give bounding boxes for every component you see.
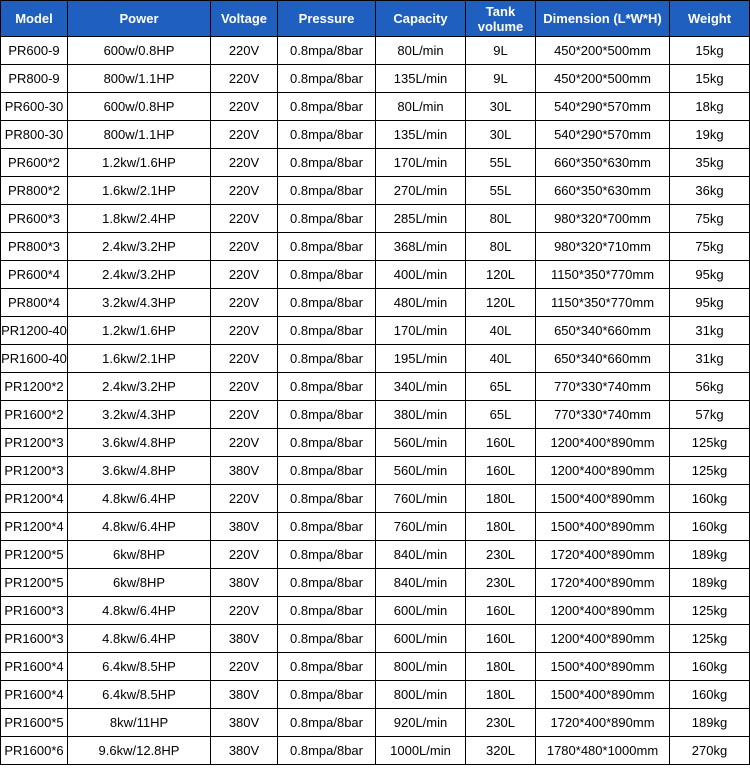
cell-tank-volume: 40L	[466, 345, 536, 373]
cell-capacity: 135L/min	[376, 65, 466, 93]
cell-voltage: 220V	[211, 93, 278, 121]
cell-capacity: 920L/min	[376, 709, 466, 737]
cell-weight: 31kg	[670, 345, 750, 373]
cell-pressure: 0.8mpa/8bar	[278, 289, 376, 317]
cell-power: 3.2kw/4.3HP	[68, 401, 211, 429]
cell-model: PR1200-40	[1, 317, 68, 345]
cell-power: 6kw/8HP	[68, 569, 211, 597]
column-header-voltage: Voltage	[211, 1, 278, 37]
cell-dimension: 650*340*660mm	[536, 317, 670, 345]
table-row	[1, 597, 750, 625]
table-row	[1, 625, 750, 653]
cell-power: 800w/1.1HP	[68, 65, 211, 93]
table-row	[1, 541, 750, 569]
cell-power: 6.4kw/8.5HP	[68, 653, 211, 681]
cell-dimension: 540*290*570mm	[536, 93, 670, 121]
cell-voltage: 220V	[211, 289, 278, 317]
column-header-tank-volume: Tank volume	[466, 1, 536, 37]
cell-capacity: 840L/min	[376, 541, 466, 569]
cell-voltage: 220V	[211, 205, 278, 233]
cell-pressure: 0.8mpa/8bar	[278, 513, 376, 541]
cell-tank-volume: 55L	[466, 177, 536, 205]
cell-weight: 270kg	[670, 737, 750, 765]
table-row	[1, 457, 750, 485]
cell-weight: 75kg	[670, 205, 750, 233]
cell-capacity: 800L/min	[376, 681, 466, 709]
cell-weight: 36kg	[670, 177, 750, 205]
cell-capacity: 380L/min	[376, 401, 466, 429]
cell-voltage: 220V	[211, 317, 278, 345]
table-row	[1, 65, 750, 93]
cell-tank-volume: 320L	[466, 737, 536, 765]
cell-weight: 15kg	[670, 65, 750, 93]
cell-model: PR1600*6	[1, 737, 68, 765]
cell-weight: 125kg	[670, 597, 750, 625]
cell-pressure: 0.8mpa/8bar	[278, 373, 376, 401]
cell-weight: 57kg	[670, 401, 750, 429]
cell-dimension: 1500*400*890mm	[536, 485, 670, 513]
cell-capacity: 80L/min	[376, 37, 466, 65]
table-header	[1, 1, 750, 37]
cell-weight: 18kg	[670, 93, 750, 121]
cell-weight: 125kg	[670, 625, 750, 653]
cell-pressure: 0.8mpa/8bar	[278, 233, 376, 261]
cell-weight: 95kg	[670, 261, 750, 289]
cell-power: 6.4kw/8.5HP	[68, 681, 211, 709]
cell-model: PR600*2	[1, 149, 68, 177]
table-row	[1, 709, 750, 737]
cell-power: 600w/0.8HP	[68, 37, 211, 65]
cell-capacity: 80L/min	[376, 93, 466, 121]
cell-model: PR1600*3	[1, 597, 68, 625]
cell-tank-volume: 9L	[466, 65, 536, 93]
cell-pressure: 0.8mpa/8bar	[278, 541, 376, 569]
cell-weight: 35kg	[670, 149, 750, 177]
cell-weight: 75kg	[670, 233, 750, 261]
cell-voltage: 380V	[211, 737, 278, 765]
cell-dimension: 650*340*660mm	[536, 345, 670, 373]
cell-dimension: 1200*400*890mm	[536, 625, 670, 653]
cell-model: PR1200*2	[1, 373, 68, 401]
cell-voltage: 220V	[211, 541, 278, 569]
cell-dimension: 1500*400*890mm	[536, 681, 670, 709]
table-row	[1, 737, 750, 765]
cell-dimension: 660*350*630mm	[536, 177, 670, 205]
cell-capacity: 285L/min	[376, 205, 466, 233]
cell-weight: 189kg	[670, 709, 750, 737]
cell-weight: 189kg	[670, 541, 750, 569]
cell-tank-volume: 160L	[466, 457, 536, 485]
cell-weight: 56kg	[670, 373, 750, 401]
cell-capacity: 170L/min	[376, 317, 466, 345]
cell-pressure: 0.8mpa/8bar	[278, 485, 376, 513]
cell-capacity: 270L/min	[376, 177, 466, 205]
cell-pressure: 0.8mpa/8bar	[278, 681, 376, 709]
cell-model: PR800*3	[1, 233, 68, 261]
cell-model: PR1200*4	[1, 485, 68, 513]
cell-tank-volume: 120L	[466, 261, 536, 289]
cell-voltage: 380V	[211, 681, 278, 709]
cell-voltage: 220V	[211, 261, 278, 289]
cell-dimension: 1500*400*890mm	[536, 513, 670, 541]
cell-pressure: 0.8mpa/8bar	[278, 457, 376, 485]
table-row	[1, 429, 750, 457]
cell-model: PR600-30	[1, 93, 68, 121]
cell-dimension: 980*320*700mm	[536, 205, 670, 233]
cell-tank-volume: 180L	[466, 485, 536, 513]
cell-power: 800w/1.1HP	[68, 121, 211, 149]
header-row	[1, 1, 750, 37]
cell-weight: 160kg	[670, 485, 750, 513]
cell-dimension: 1200*400*890mm	[536, 457, 670, 485]
table-row	[1, 177, 750, 205]
cell-dimension: 540*290*570mm	[536, 121, 670, 149]
cell-model: PR1200*5	[1, 541, 68, 569]
cell-power: 4.8kw/6.4HP	[68, 597, 211, 625]
table-row	[1, 485, 750, 513]
cell-model: PR800*4	[1, 289, 68, 317]
cell-weight: 15kg	[670, 37, 750, 65]
cell-weight: 189kg	[670, 569, 750, 597]
cell-voltage: 220V	[211, 401, 278, 429]
cell-voltage: 380V	[211, 709, 278, 737]
cell-voltage: 220V	[211, 429, 278, 457]
cell-weight: 31kg	[670, 317, 750, 345]
cell-tank-volume: 65L	[466, 373, 536, 401]
cell-tank-volume: 9L	[466, 37, 536, 65]
cell-voltage: 220V	[211, 373, 278, 401]
cell-dimension: 660*350*630mm	[536, 149, 670, 177]
table-row	[1, 653, 750, 681]
cell-model: PR1200*3	[1, 457, 68, 485]
cell-voltage: 220V	[211, 65, 278, 93]
table-row	[1, 261, 750, 289]
cell-weight: 160kg	[670, 653, 750, 681]
cell-dimension: 1200*400*890mm	[536, 429, 670, 457]
table-row	[1, 149, 750, 177]
cell-voltage: 220V	[211, 149, 278, 177]
cell-pressure: 0.8mpa/8bar	[278, 93, 376, 121]
cell-model: PR600*4	[1, 261, 68, 289]
table-body	[1, 37, 750, 765]
table-row	[1, 289, 750, 317]
cell-voltage: 380V	[211, 625, 278, 653]
cell-capacity: 760L/min	[376, 513, 466, 541]
cell-voltage: 220V	[211, 37, 278, 65]
cell-tank-volume: 80L	[466, 233, 536, 261]
table-row	[1, 681, 750, 709]
column-header-dimension: Dimension (L*W*H)	[536, 1, 670, 37]
cell-pressure: 0.8mpa/8bar	[278, 429, 376, 457]
cell-tank-volume: 230L	[466, 709, 536, 737]
cell-capacity: 600L/min	[376, 625, 466, 653]
cell-capacity: 480L/min	[376, 289, 466, 317]
cell-tank-volume: 180L	[466, 653, 536, 681]
cell-capacity: 600L/min	[376, 597, 466, 625]
cell-pressure: 0.8mpa/8bar	[278, 625, 376, 653]
cell-power: 1.6kw/2.1HP	[68, 177, 211, 205]
cell-dimension: 1150*350*770mm	[536, 289, 670, 317]
column-header-power: Power	[68, 1, 211, 37]
cell-capacity: 400L/min	[376, 261, 466, 289]
cell-power: 1.2kw/1.6HP	[68, 149, 211, 177]
cell-pressure: 0.8mpa/8bar	[278, 653, 376, 681]
cell-tank-volume: 30L	[466, 93, 536, 121]
cell-voltage: 380V	[211, 569, 278, 597]
cell-weight: 160kg	[670, 681, 750, 709]
cell-pressure: 0.8mpa/8bar	[278, 737, 376, 765]
cell-dimension: 1720*400*890mm	[536, 569, 670, 597]
table-row	[1, 569, 750, 597]
cell-pressure: 0.8mpa/8bar	[278, 401, 376, 429]
cell-model: PR1200*5	[1, 569, 68, 597]
cell-model: PR1600*4	[1, 681, 68, 709]
cell-pressure: 0.8mpa/8bar	[278, 569, 376, 597]
cell-dimension: 1500*400*890mm	[536, 653, 670, 681]
cell-power: 4.8kw/6.4HP	[68, 485, 211, 513]
cell-model: PR800-9	[1, 65, 68, 93]
cell-pressure: 0.8mpa/8bar	[278, 597, 376, 625]
cell-tank-volume: 180L	[466, 513, 536, 541]
cell-voltage: 220V	[211, 597, 278, 625]
cell-pressure: 0.8mpa/8bar	[278, 709, 376, 737]
cell-tank-volume: 160L	[466, 625, 536, 653]
table-row	[1, 205, 750, 233]
cell-power: 1.2kw/1.6HP	[68, 317, 211, 345]
cell-weight: 95kg	[670, 289, 750, 317]
cell-power: 3.2kw/4.3HP	[68, 289, 211, 317]
cell-voltage: 220V	[211, 345, 278, 373]
cell-capacity: 560L/min	[376, 457, 466, 485]
table-row	[1, 233, 750, 261]
cell-model: PR600-9	[1, 37, 68, 65]
cell-weight: 125kg	[670, 457, 750, 485]
cell-power: 2.4kw/3.2HP	[68, 373, 211, 401]
cell-pressure: 0.8mpa/8bar	[278, 317, 376, 345]
cell-tank-volume: 230L	[466, 569, 536, 597]
cell-dimension: 1200*400*890mm	[536, 597, 670, 625]
cell-weight: 160kg	[670, 513, 750, 541]
cell-voltage: 220V	[211, 233, 278, 261]
cell-power: 8kw/11HP	[68, 709, 211, 737]
cell-tank-volume: 120L	[466, 289, 536, 317]
cell-power: 1.6kw/2.1HP	[68, 345, 211, 373]
cell-pressure: 0.8mpa/8bar	[278, 149, 376, 177]
table-row	[1, 93, 750, 121]
column-header-model: Model	[1, 1, 68, 37]
cell-tank-volume: 55L	[466, 149, 536, 177]
cell-pressure: 0.8mpa/8bar	[278, 205, 376, 233]
column-header-weight: Weight	[670, 1, 750, 37]
cell-model: PR800-30	[1, 121, 68, 149]
cell-capacity: 170L/min	[376, 149, 466, 177]
cell-dimension: 1780*480*1000mm	[536, 737, 670, 765]
cell-dimension: 1720*400*890mm	[536, 709, 670, 737]
table-row	[1, 373, 750, 401]
cell-capacity: 560L/min	[376, 429, 466, 457]
cell-voltage: 220V	[211, 177, 278, 205]
cell-pressure: 0.8mpa/8bar	[278, 177, 376, 205]
cell-tank-volume: 65L	[466, 401, 536, 429]
table-row	[1, 513, 750, 541]
cell-dimension: 450*200*500mm	[536, 37, 670, 65]
cell-power: 3.6kw/4.8HP	[68, 457, 211, 485]
cell-power: 9.6kw/12.8HP	[68, 737, 211, 765]
cell-pressure: 0.8mpa/8bar	[278, 65, 376, 93]
cell-model: PR1600-40	[1, 345, 68, 373]
cell-capacity: 135L/min	[376, 121, 466, 149]
cell-voltage: 220V	[211, 485, 278, 513]
cell-capacity: 368L/min	[376, 233, 466, 261]
cell-model: PR1600*4	[1, 653, 68, 681]
cell-power: 2.4kw/3.2HP	[68, 261, 211, 289]
cell-pressure: 0.8mpa/8bar	[278, 345, 376, 373]
cell-voltage: 380V	[211, 457, 278, 485]
cell-capacity: 340L/min	[376, 373, 466, 401]
cell-weight: 19kg	[670, 121, 750, 149]
cell-model: PR1200*3	[1, 429, 68, 457]
cell-weight: 125kg	[670, 429, 750, 457]
cell-capacity: 800L/min	[376, 653, 466, 681]
cell-dimension: 450*200*500mm	[536, 65, 670, 93]
column-header-pressure: Pressure	[278, 1, 376, 37]
cell-model: PR1600*3	[1, 625, 68, 653]
cell-model: PR600*3	[1, 205, 68, 233]
cell-power: 2.4kw/3.2HP	[68, 233, 211, 261]
cell-dimension: 1720*400*890mm	[536, 541, 670, 569]
cell-power: 4.8kw/6.4HP	[68, 513, 211, 541]
cell-power: 3.6kw/4.8HP	[68, 429, 211, 457]
table-row	[1, 317, 750, 345]
cell-power: 6kw/8HP	[68, 541, 211, 569]
cell-dimension: 980*320*710mm	[536, 233, 670, 261]
cell-dimension: 770*330*740mm	[536, 401, 670, 429]
cell-tank-volume: 160L	[466, 597, 536, 625]
cell-voltage: 380V	[211, 513, 278, 541]
table-row	[1, 345, 750, 373]
column-header-capacity: Capacity	[376, 1, 466, 37]
cell-tank-volume: 40L	[466, 317, 536, 345]
cell-model: PR1600*2	[1, 401, 68, 429]
cell-tank-volume: 180L	[466, 681, 536, 709]
cell-capacity: 195L/min	[376, 345, 466, 373]
cell-pressure: 0.8mpa/8bar	[278, 261, 376, 289]
cell-power: 4.8kw/6.4HP	[68, 625, 211, 653]
cell-dimension: 1150*350*770mm	[536, 261, 670, 289]
cell-pressure: 0.8mpa/8bar	[278, 37, 376, 65]
cell-model: PR1600*5	[1, 709, 68, 737]
cell-power: 1.8kw/2.4HP	[68, 205, 211, 233]
cell-power: 600w/0.8HP	[68, 93, 211, 121]
cell-voltage: 220V	[211, 121, 278, 149]
cell-dimension: 770*330*740mm	[536, 373, 670, 401]
table-row	[1, 401, 750, 429]
table-row	[1, 121, 750, 149]
cell-capacity: 760L/min	[376, 485, 466, 513]
table-row	[1, 37, 750, 65]
cell-capacity: 840L/min	[376, 569, 466, 597]
cell-tank-volume: 230L	[466, 541, 536, 569]
cell-model: PR1200*4	[1, 513, 68, 541]
cell-capacity: 1000L/min	[376, 737, 466, 765]
cell-tank-volume: 160L	[466, 429, 536, 457]
cell-voltage: 220V	[211, 653, 278, 681]
cell-model: PR800*2	[1, 177, 68, 205]
cell-tank-volume: 80L	[466, 205, 536, 233]
cell-pressure: 0.8mpa/8bar	[278, 121, 376, 149]
cell-tank-volume: 30L	[466, 121, 536, 149]
